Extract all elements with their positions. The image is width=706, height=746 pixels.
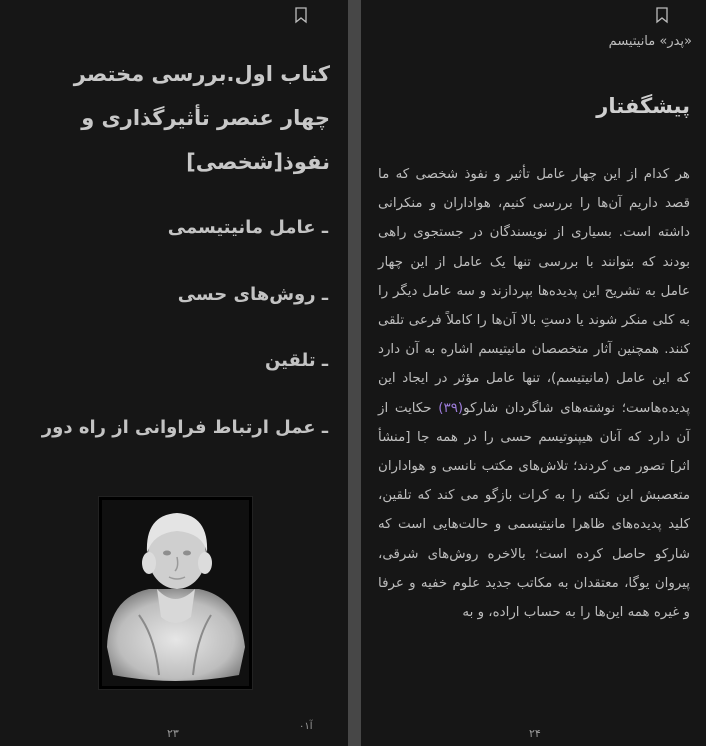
section-heading: پیشگفتار — [596, 94, 690, 118]
page-number: ۲۴ — [529, 727, 541, 740]
footnote-reference-link[interactable]: (۳۹) — [438, 400, 464, 416]
right-page — [361, 0, 706, 746]
bookmark-icon[interactable] — [655, 7, 669, 24]
portrait-image — [98, 496, 253, 690]
bookmark-icon[interactable] — [294, 7, 308, 24]
footnote-marker: آ۰۱ — [299, 721, 313, 732]
factor-item-magnetism: ـ عامل مانیتیسمی — [167, 217, 328, 238]
portrait-bust-icon — [99, 497, 252, 689]
factor-item-suggestion: ـ تلقین — [264, 350, 328, 371]
factor-item-telepathy: ـ عمل ارتباط فراوانی از راه دور — [41, 417, 328, 438]
paragraph-text-continued: حکایت از آن دارد که آنان هیپنوتیسم حسی را در همه جا [منشأ اثر] تصور می کردند؛ تلاش‌های مکتب نانسی و هواداران متعصبش این نکته را به کرات بازگو می کند که تلقین، کلید پدیده‌های ظاهرا مانیتیسمی و حالت‌هایی است که شارکو حاصل کرده است؛ بالاخره روش‌های شرقی، پیروان یوگا، معتقدان به مکاتب جدید علوم خفیه و عرفا و غیره همه این‌ها را به حساب اراده، و به — [378, 400, 690, 621]
page-number: ۲۳ — [167, 727, 179, 740]
factor-item-sensory-methods: ـ روش‌های حسی — [177, 284, 328, 305]
running-header: «پدر» مانیتیسم — [608, 34, 692, 49]
paragraph-text: هر کدام از این چهار عامل تأثیر و نفوذ شخصی که ما قصد داریم آن‌ها را بررسی کنیم، هواداران و منکرانی داشته است. بسیاری از نویسندگان در جستجوی راهی بودند که بتوانند با بررسی تنها یک عامل از این چهار عامل به تشریح این پدیده‌ها بپردازند و سه عامل دیگر را به کلی منکر شوند یا دستِ بالا آن‌ها را کاملاً فرعی تلقی کنند. همچنین آثار متخصصان مانیتیسم اشاره به آن دارد که این عامل (مانیتیسم)، تنها عامل مؤثر در ایجاد این پدیده‌هاست؛ نوشته‌های شاگردان شارکو — [378, 167, 690, 416]
left-page — [0, 0, 348, 746]
body-paragraph — [378, 160, 690, 627]
chapter-title: کتاب اول.بررسی مختصر چهار عنصر تأثیرگذاری و نفوذ[شخصی] — [73, 62, 330, 174]
